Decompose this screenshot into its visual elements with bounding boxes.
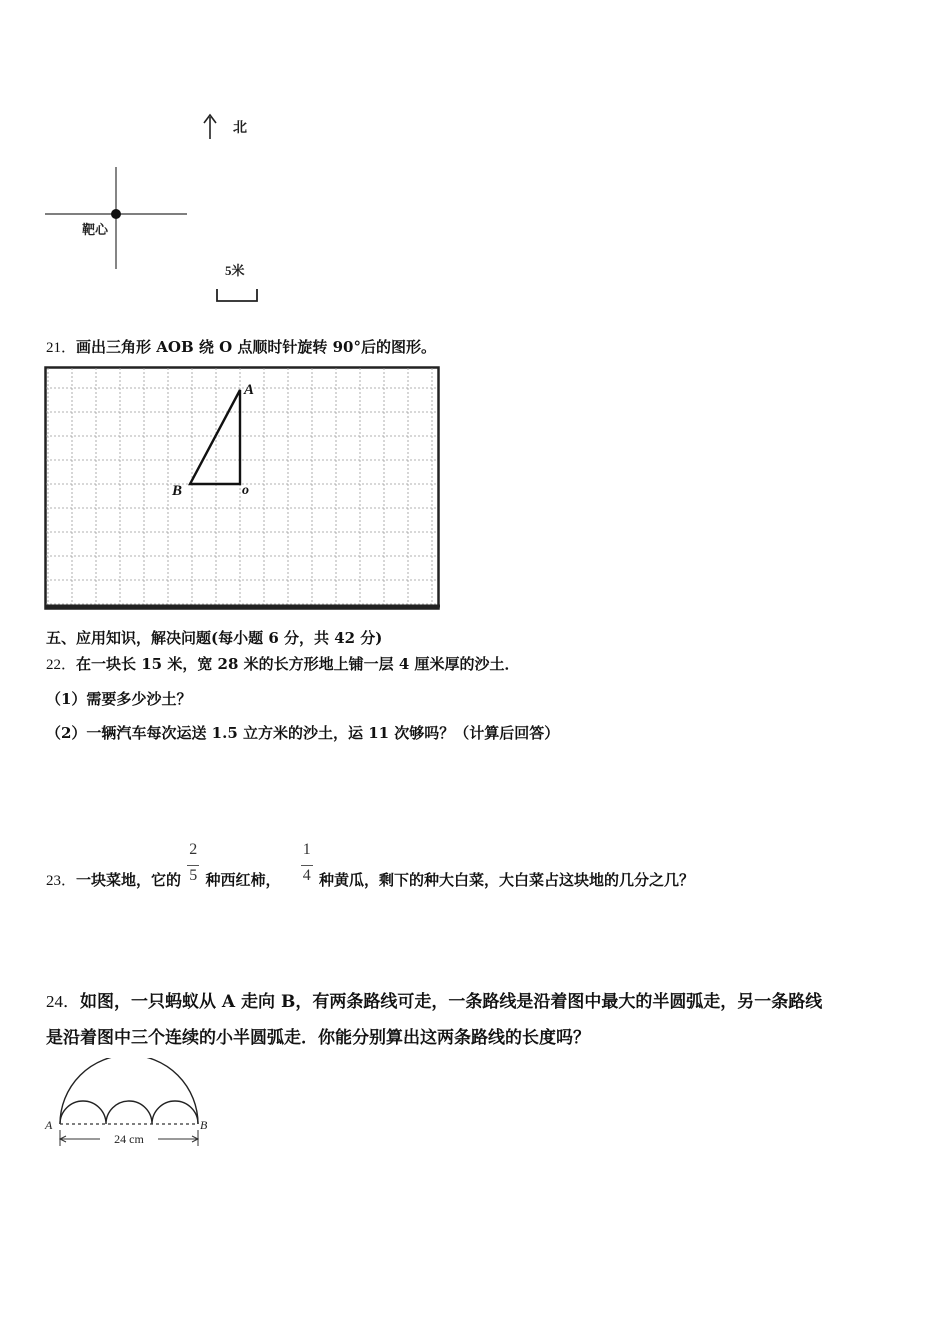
compass-figure <box>40 105 280 315</box>
scale-label: 5米 <box>225 263 245 278</box>
fraction-bar <box>301 865 313 866</box>
question-22-sub-1: （1）需要多少沙土？ <box>46 690 192 708</box>
scale-bar <box>217 289 257 301</box>
target-center-dot <box>111 209 121 219</box>
question-23 <box>46 841 694 895</box>
fraction-denominator: 4 <box>302 867 311 884</box>
question-number: 21． <box>46 340 77 356</box>
question-22 <box>46 653 520 674</box>
question-22-sub-2: （2）一辆汽车每次运送 1.5 立方米的沙土，运 11 次够吗？（计算后回答） <box>46 724 560 742</box>
question-24-line-2: 是沿着图中三个连续的小半圆弧走．你能分别算出这两条路线的长度吗？ <box>46 1028 590 1048</box>
section-5-title: 五、应用知识，解决问题(每小题 6 分，共 42 分) <box>46 629 383 647</box>
fraction-numerator: 2 <box>189 841 198 858</box>
fraction-numerator: 1 <box>302 841 311 858</box>
fraction-two-fifths <box>186 841 200 895</box>
large-semicircle <box>60 1058 198 1124</box>
fraction-denominator: 5 <box>189 867 198 884</box>
question-number: 22． <box>46 657 77 673</box>
rotation-grid-figure <box>44 366 442 612</box>
question-number: 23． <box>46 873 77 889</box>
grid-diagram <box>44 366 442 612</box>
fraction-one-fourth <box>300 841 314 895</box>
question-text: 如图，一只蚂蚁从 A 走向 B，有两条路线可走，一条路线是沿着图中最大的半圆弧走，另一条路线 <box>80 992 823 1012</box>
fraction-bar <box>187 865 199 866</box>
question-text-part-1: 一块菜地，它的 <box>76 871 182 889</box>
semicircle-figure <box>42 1058 222 1158</box>
compass-diagram <box>40 105 280 315</box>
north-label: 北 <box>233 121 247 136</box>
semicircle-diagram <box>42 1058 222 1158</box>
small-semicircles <box>60 1101 198 1124</box>
label-a: A <box>45 1118 53 1132</box>
question-number: 24． <box>46 992 80 1011</box>
question-text-part-2: 种西红柿， <box>205 871 281 889</box>
question-text: 画出三角形 AOB 绕 O 点顺时针旋转 90°后的图形。 <box>76 338 436 356</box>
label-b: B <box>172 483 183 499</box>
question-text: 在一块长 15 米，宽 28 米的长方形地上铺一层 4 厘米厚的沙土． <box>76 655 520 673</box>
question-24-line-1 <box>46 987 822 1012</box>
label-o: o <box>242 483 249 498</box>
label-a: A <box>244 382 255 398</box>
label-b: B <box>200 1118 208 1132</box>
question-21 <box>46 336 436 357</box>
dimension-label: 24 cm <box>114 1132 144 1146</box>
question-text-part-3: 种黄瓜，剩下的种大白菜，大白菜占这块地的几分之几？ <box>318 871 694 889</box>
target-label: 靶心 <box>82 222 109 237</box>
